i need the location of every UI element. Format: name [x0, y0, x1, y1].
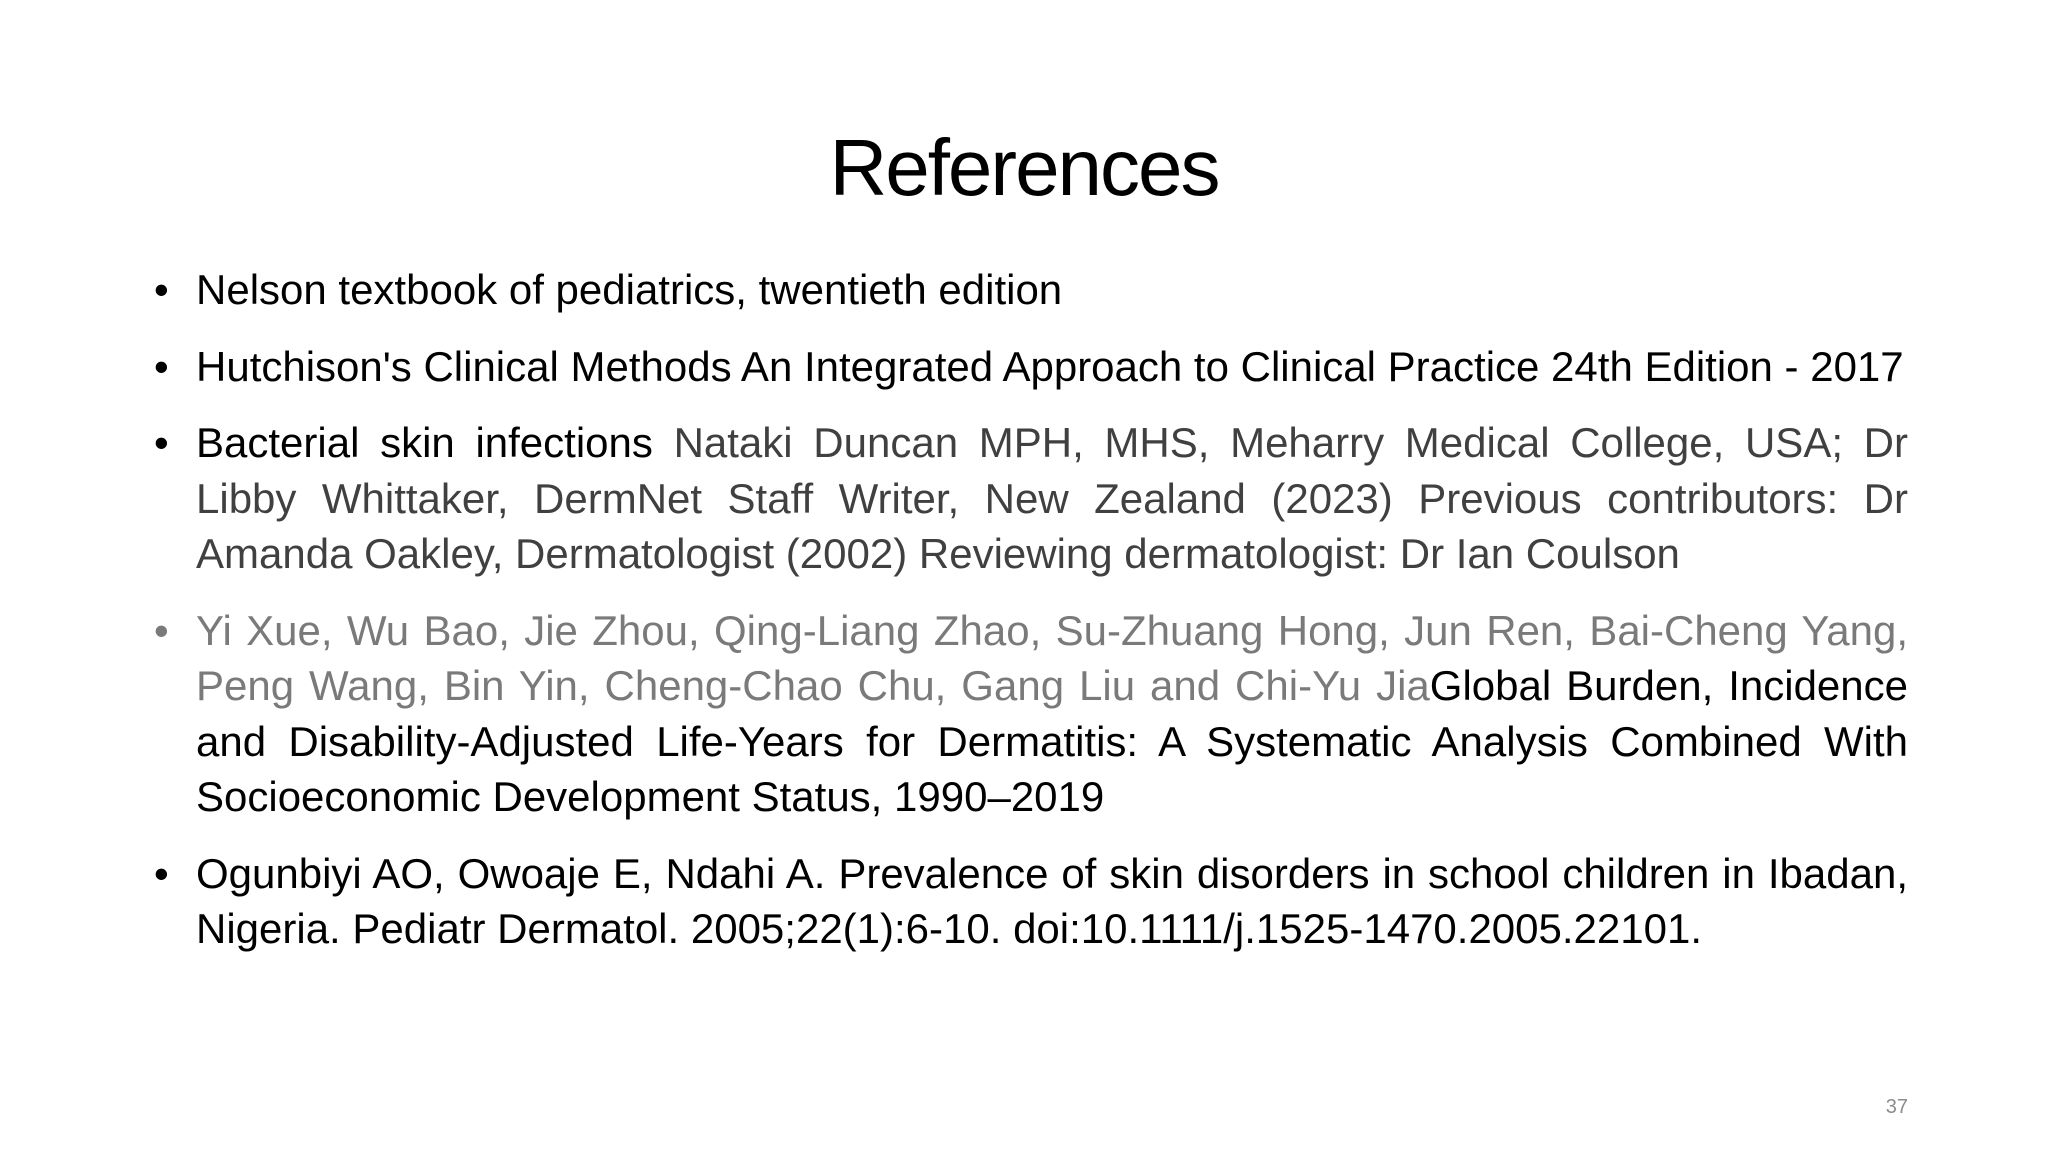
references-list	[154, 262, 1909, 978]
reference-item	[154, 846, 1908, 957]
reference-text: Nelson textbook of pediatrics, twentieth edition	[196, 266, 1063, 313]
page-number: 37	[1885, 1096, 1908, 1118]
reference-item	[154, 603, 1909, 825]
reference-text: Ogunbiyi AO, Owoaje E, Ndahi A. Prevalence of skin disorders in school children in Ibadan, Nigeria. Pediatr Dermatol. 2005;22(1):6-10. doi:10.1111/j.1525-1470.2005.22101.	[196, 849, 1908, 952]
reference-text: Hutchison's Clinical Methods An Integrated Approach to Clinical Practice 24th Edition - 2017	[196, 342, 1904, 390]
reference-item	[154, 262, 1908, 318]
reference-authors: Yi Xue, Wu Bao, Jie Zhou, Qing-Liang Zhao, Su-Zhuang Hong, Jun Ren, Bai-Cheng Yang, Peng Wang, Bin Yin, Cheng-Chao Chu, Gang Liu and Chi-Yu Jia	[196, 606, 1908, 709]
bullet: •	[154, 342, 169, 390]
reference-details: Nataki Duncan MPH, MHS, Meharry Medical College, USA; Dr Libby Whittaker, DermNet Staff Writer, New Zealand (2023) Previous contributors: Dr Amanda Oakley, Dermatologist (2002) Reviewing dermatologist: Dr Ian Coulson	[196, 419, 1908, 577]
reference-article-title: Global Burden, Incidence and Disability-Adjusted Life-Years for Dermatitis: A Systematic Analysis Combined With Socioeconomic Development Status, 1990–2019	[196, 662, 1909, 820]
bullet: •	[154, 849, 169, 897]
reference-item	[154, 339, 1908, 395]
reference-lead: Bacterial skin infections	[196, 419, 653, 466]
bullet: •	[154, 419, 169, 466]
bullet: •	[154, 606, 169, 654]
bullet: •	[154, 266, 169, 313]
reference-item	[154, 415, 1908, 582]
slide-title: References	[829, 123, 1219, 212]
